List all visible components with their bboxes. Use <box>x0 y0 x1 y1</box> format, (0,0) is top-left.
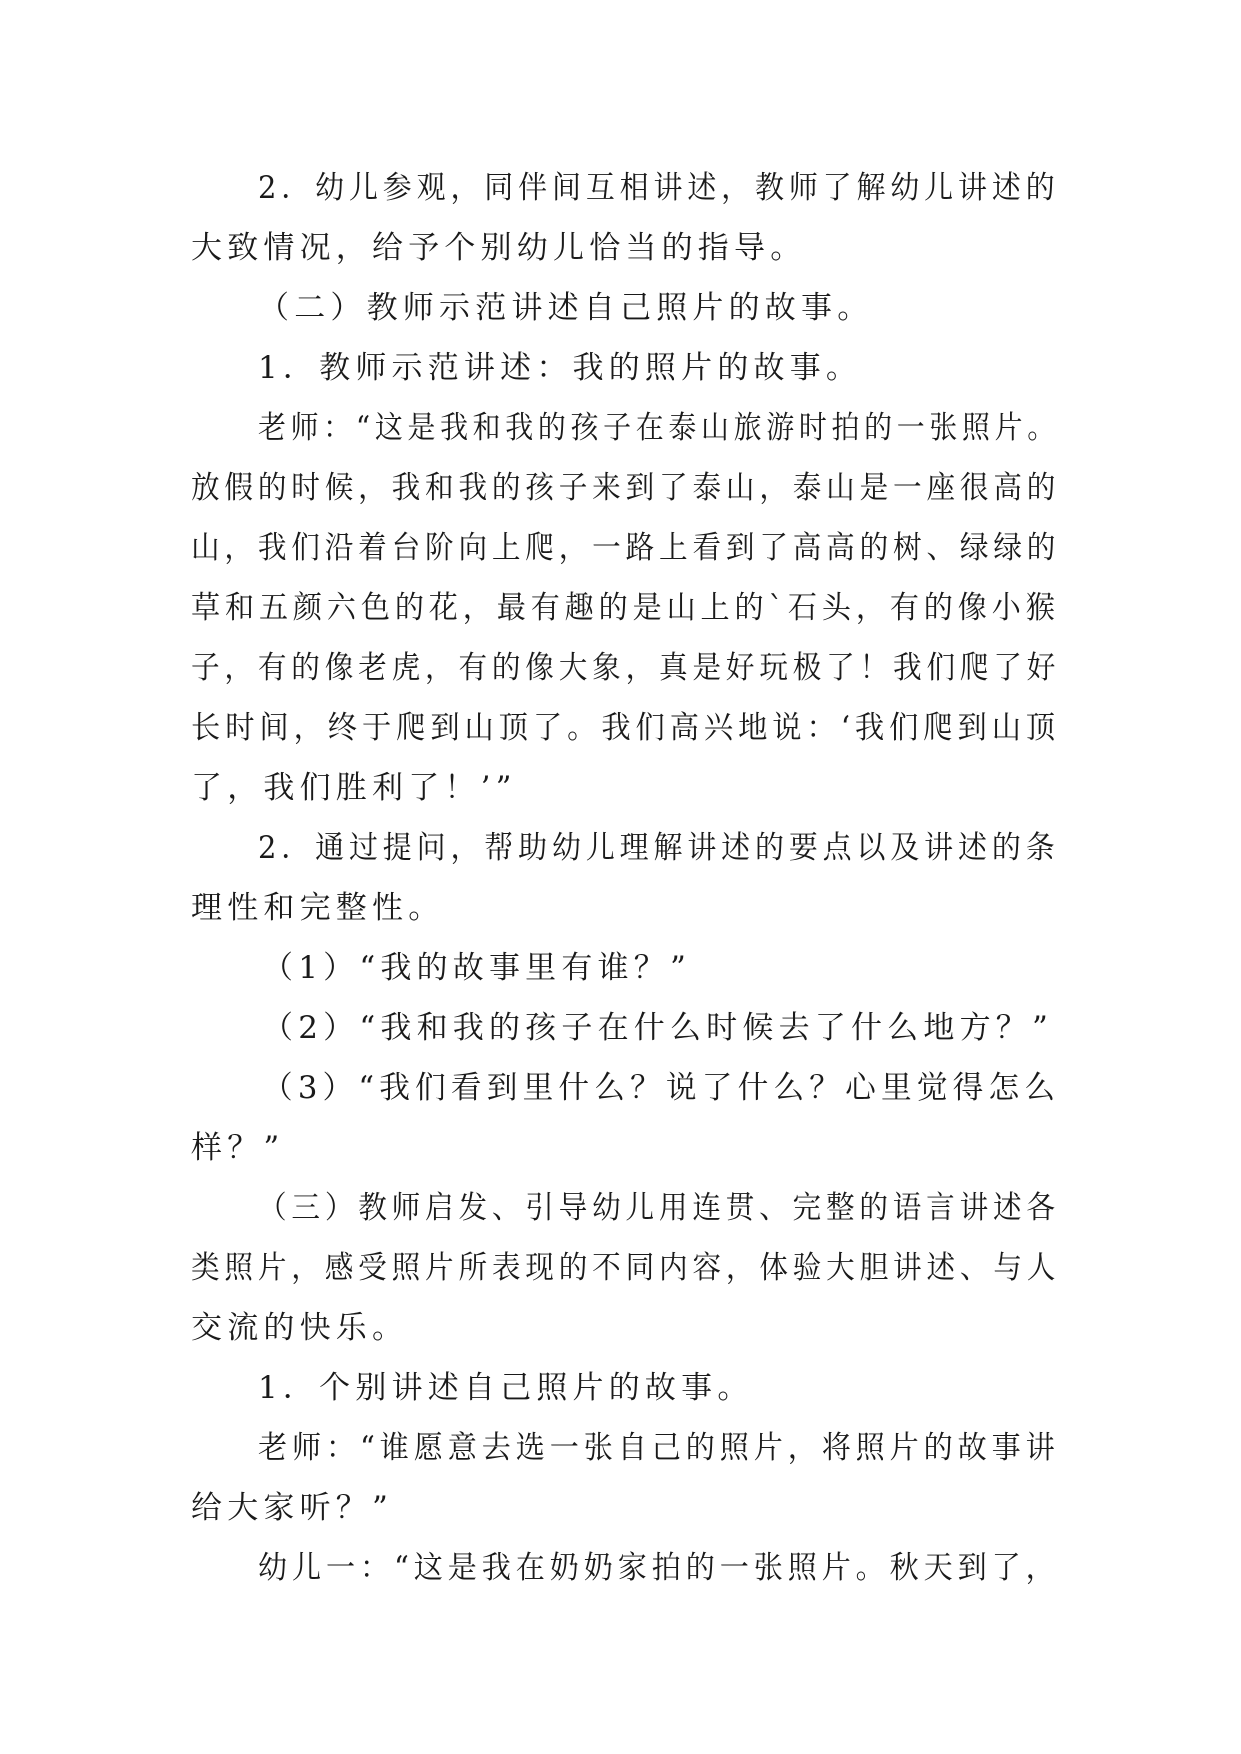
section-heading: （二）教师示范讲述自己照片的故事。 <box>258 290 874 326</box>
paragraph-line: 1．个别讲述自己照片的故事。 <box>258 1370 754 1406</box>
section-heading: （三）教师启发、引导幼儿用连贯、完整的语言讲述各 <box>258 1190 1060 1226</box>
paragraph-line: 1．教师示范讲述：我的照片的故事。 <box>258 350 863 386</box>
paragraph-line: 草和五颜六色的花，最有趣的是山上的`石头，有的像小猴 <box>191 590 1060 626</box>
paragraph-line: 老师：“这是我和我的孩子在泰山旅游时拍的一张照片。 <box>258 410 1060 446</box>
paragraph-line: 子，有的像老虎，有的像大象，真是好玩极了！我们爬了好 <box>191 650 1061 686</box>
paragraph-line: 放假的时候，我和我的孩子来到了泰山，泰山是一座很高的 <box>191 470 1061 506</box>
paragraph-line: 2．通过提问，帮助幼儿理解讲述的要点以及讲述的条 <box>258 830 1060 866</box>
paragraph-line: 类照片，感受照片所表现的不同内容，体验大胆讲述、与人 <box>191 1250 1061 1286</box>
paragraph-line: 理性和完整性。 <box>191 890 445 926</box>
paragraph-line: 大致情况，给予个别幼儿恰当的指导。 <box>191 230 807 266</box>
paragraph-line: 交流的快乐。 <box>191 1310 409 1346</box>
paragraph-line: 样？” <box>191 1130 285 1166</box>
question-item: （3）“我们看到里什么？说了什么？心里觉得怎么 <box>262 1070 1061 1106</box>
paragraph-line: 长时间，终于爬到山顶了。我们高兴地说：‘我们爬到山顶 <box>191 710 1061 746</box>
question-item: （2）“我和我的孩子在什么时候去了什么地方？” <box>262 1010 1054 1046</box>
paragraph-line: 了，我们胜利了！’” <box>191 770 517 806</box>
paragraph-line: 2．幼儿参观，同伴间互相讲述，教师了解幼儿讲述的 <box>258 170 1060 206</box>
paragraph-line: 老师：“谁愿意去选一张自己的照片，将照片的故事讲 <box>258 1430 1060 1466</box>
paragraph-line: 给大家听？” <box>191 1490 394 1526</box>
paragraph-line: 幼儿一：“这是我在奶奶家拍的一张照片。秋天到了， <box>258 1550 1060 1586</box>
question-item: （1）“我的故事里有谁？” <box>262 950 692 986</box>
paragraph-line: 山，我们沿着台阶向上爬，一路上看到了高高的树、绿绿的 <box>191 530 1061 566</box>
